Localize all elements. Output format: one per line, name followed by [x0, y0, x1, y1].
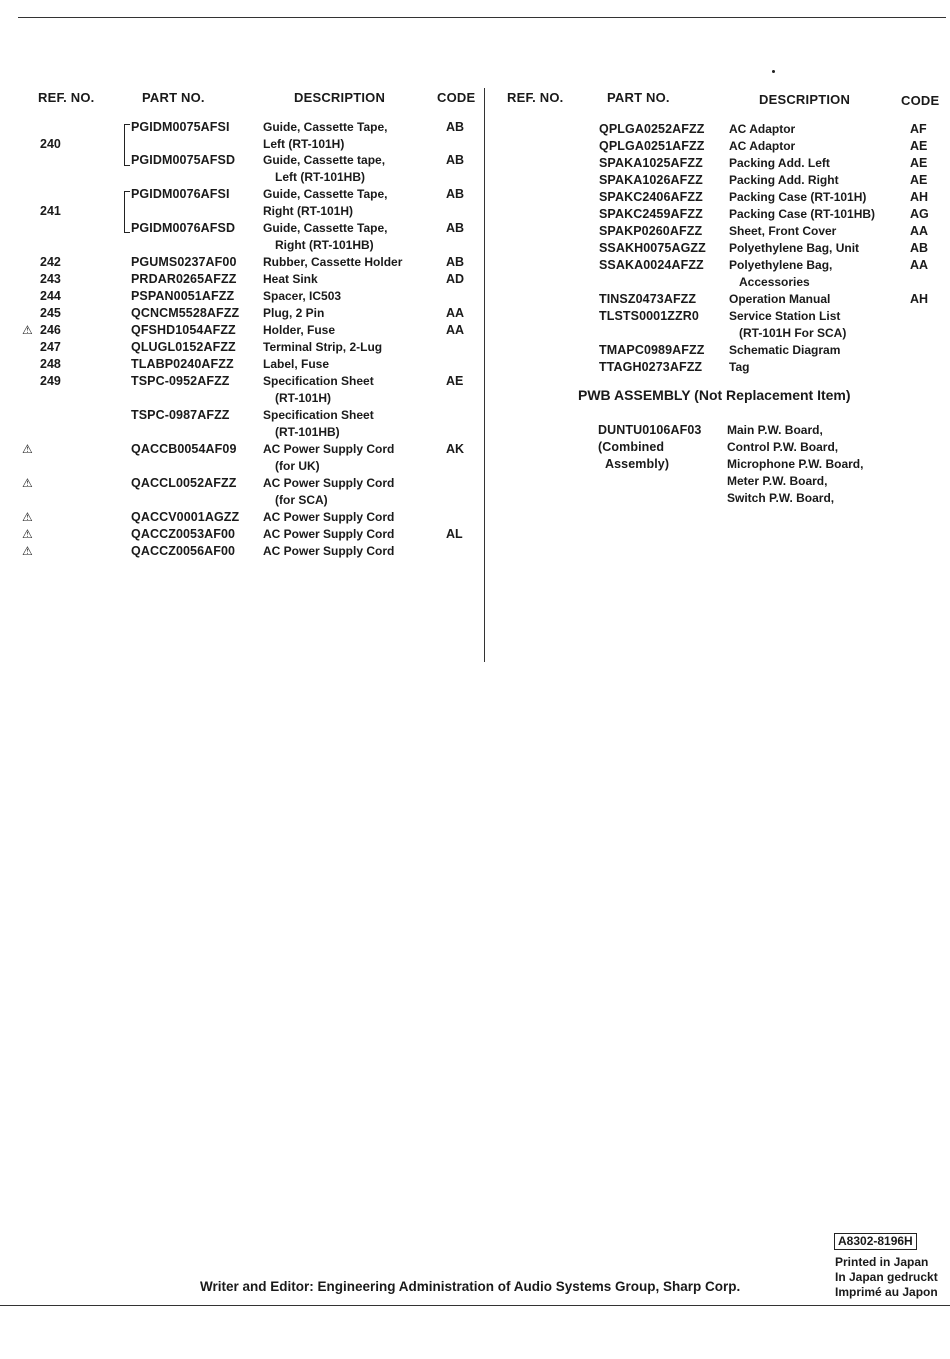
code: AA — [910, 258, 929, 272]
description: Guide, Cassette Tape, — [263, 120, 388, 134]
part-no: QACCZ0053AF00 — [131, 527, 236, 541]
code: AA — [446, 306, 465, 320]
ref-no: 249 — [40, 374, 61, 388]
part-no: SPAKC2406AFZZ — [599, 190, 703, 204]
warning-icon: ⚠ — [22, 476, 33, 490]
part-no: QPLGA0251AFZZ — [599, 139, 705, 153]
description: Heat Sink — [263, 272, 318, 286]
code: AF — [910, 122, 927, 136]
code: AE — [910, 173, 928, 187]
part-no: DUNTU0106AF03 — [598, 423, 702, 437]
description: (RT-101HB) — [275, 425, 340, 439]
description: Left (RT-101H) — [263, 137, 345, 151]
part-no: QACCZ0056AF00 — [131, 544, 236, 558]
description: (for SCA) — [275, 493, 328, 507]
part-no: SPAKA1025AFZZ — [599, 156, 703, 170]
code: AE — [910, 156, 928, 170]
description: Guide, Cassette Tape, — [263, 187, 388, 201]
part-no: Assembly) — [605, 457, 670, 471]
warning-icon: ⚠ — [22, 510, 33, 524]
description: AC Power Supply Cord — [263, 476, 395, 490]
part-no: PGIDM0075AFSI — [131, 120, 230, 134]
description: Guide, Cassette tape, — [263, 153, 386, 167]
description: Main P.W. Board, — [727, 423, 823, 437]
code: AE — [910, 139, 928, 153]
part-no: TSPC-0952AFZZ — [131, 374, 230, 388]
description: Specification Sheet — [263, 374, 374, 388]
description: Polyethylene Bag, — [729, 258, 833, 272]
part-no: SSAKA0024AFZZ — [599, 258, 704, 272]
footer-credit: Writer and Editor: Engineering Administration of Audio Systems Group, Sharp Corp. — [200, 1279, 741, 1294]
left-header-desc: DESCRIPTION — [294, 90, 386, 105]
right-header-desc: DESCRIPTION — [759, 92, 851, 107]
description: Specification Sheet — [263, 408, 374, 422]
printed-en: Printed in Japan — [835, 1255, 929, 1269]
part-no: QACCV0001AGZZ — [131, 510, 240, 524]
right-header-code: CODE — [901, 93, 940, 108]
ref-no: 246 — [40, 323, 61, 337]
description: (for UK) — [275, 459, 320, 473]
right-header-ref: REF. NO. — [507, 90, 564, 105]
part-no: PRDAR0265AFZZ — [131, 272, 237, 286]
description: Service Station List — [729, 309, 841, 323]
description: Polyethylene Bag, Unit — [729, 241, 860, 255]
document-number: A8302-8196H — [834, 1233, 917, 1250]
description: Sheet, Front Cover — [729, 224, 837, 238]
code: AB — [446, 255, 465, 269]
left-header-code: CODE — [437, 90, 476, 105]
ref-no: 243 — [40, 272, 61, 286]
code: AL — [446, 527, 463, 541]
code: AA — [910, 224, 929, 238]
bottom-rule — [0, 1305, 950, 1306]
description: Operation Manual — [729, 292, 831, 306]
part-no: (Combined — [598, 440, 665, 454]
code: AG — [910, 207, 929, 221]
pwb-section-title: PWB ASSEMBLY (Not Replacement Item) — [578, 387, 851, 403]
part-no: PGUMS0237AF00 — [131, 255, 237, 269]
left-header-part: PART NO. — [142, 90, 205, 105]
description: Rubber, Cassette Holder — [263, 255, 403, 269]
description: Packing Case (RT-101HB) — [729, 207, 876, 221]
description: Control P.W. Board, — [727, 440, 839, 454]
part-no: PGIDM0076AFSI — [131, 187, 230, 201]
part-no: SPAKP0260AFZZ — [599, 224, 703, 238]
code: AB — [446, 120, 465, 134]
description: Packing Case (RT-101H) — [729, 190, 867, 204]
description: Schematic Diagram — [729, 343, 841, 357]
description: Right (RT-101H) — [263, 204, 353, 218]
right-header-part: PART NO. — [607, 90, 670, 105]
code: AB — [446, 187, 465, 201]
part-no: TSPC-0987AFZZ — [131, 408, 230, 422]
brace-240 — [124, 124, 130, 166]
part-no: TINSZ0473AFZZ — [599, 292, 697, 306]
part-no: PGIDM0076AFSD — [131, 221, 236, 235]
description: Switch P.W. Board, — [727, 491, 835, 505]
code: AB — [910, 241, 929, 255]
part-no: SPAKC2459AFZZ — [599, 207, 703, 221]
part-no: PSPAN0051AFZZ — [131, 289, 235, 303]
description: AC Power Supply Cord — [263, 510, 395, 524]
part-no: QACCB0054AF09 — [131, 442, 237, 456]
warning-icon: ⚠ — [22, 527, 33, 541]
description: Terminal Strip, 2-Lug — [263, 340, 383, 354]
description: Left (RT-101HB) — [275, 170, 366, 184]
printed-de: In Japan gedruckt — [835, 1270, 938, 1284]
column-divider — [484, 88, 485, 662]
ref-no: 248 — [40, 357, 61, 371]
warning-icon: ⚠ — [22, 442, 33, 456]
description: AC Adaptor — [729, 139, 796, 153]
description: AC Power Supply Cord — [263, 527, 395, 541]
description: (RT-101H For SCA) — [739, 326, 847, 340]
code: AB — [446, 153, 465, 167]
part-no: TLABP0240AFZZ — [131, 357, 234, 371]
description: Packing Add. Right — [729, 173, 839, 187]
code: AH — [910, 292, 929, 306]
code: AD — [446, 272, 465, 286]
part-no: QCNCM5528AFZZ — [131, 306, 240, 320]
part-no: QPLGA0252AFZZ — [599, 122, 705, 136]
speck — [772, 70, 775, 73]
description: Plug, 2 Pin — [263, 306, 325, 320]
description: Holder, Fuse — [263, 323, 336, 337]
ref-no: 241 — [40, 204, 61, 218]
description: AC Adaptor — [729, 122, 796, 136]
printed-fr: Imprimé au Japon — [835, 1285, 938, 1299]
part-no: TTAGH0273AFZZ — [599, 360, 703, 374]
part-no: QACCL0052AFZZ — [131, 476, 237, 490]
description: Packing Add. Left — [729, 156, 830, 170]
description: Microphone P.W. Board, — [727, 457, 864, 471]
description: Accessories — [739, 275, 810, 289]
brace-241 — [124, 191, 130, 233]
description: Guide, Cassette Tape, — [263, 221, 388, 235]
ref-no: 242 — [40, 255, 61, 269]
code: AK — [446, 442, 465, 456]
warning-icon: ⚠ — [22, 323, 33, 337]
ref-no: 240 — [40, 137, 61, 151]
code: AE — [446, 374, 464, 388]
part-no: SSAKH0075AGZZ — [599, 241, 706, 255]
part-no: TMAPC0989AFZZ — [599, 343, 705, 357]
description: AC Power Supply Cord — [263, 442, 395, 456]
description: AC Power Supply Cord — [263, 544, 395, 558]
part-no: PGIDM0075AFSD — [131, 153, 236, 167]
code: AB — [446, 221, 465, 235]
part-no: QFSHD1054AFZZ — [131, 323, 236, 337]
part-no: TLSTS0001ZZR0 — [599, 309, 699, 323]
description: (RT-101H) — [275, 391, 332, 405]
description: Meter P.W. Board, — [727, 474, 828, 488]
warning-icon: ⚠ — [22, 544, 33, 558]
left-header-ref: REF. NO. — [38, 90, 95, 105]
code: AA — [446, 323, 465, 337]
description: Right (RT-101HB) — [275, 238, 374, 252]
ref-no: 245 — [40, 306, 61, 320]
description: Label, Fuse — [263, 357, 330, 371]
top-rule — [18, 17, 946, 18]
part-no: SPAKA1026AFZZ — [599, 173, 703, 187]
ref-no: 247 — [40, 340, 61, 354]
description: Tag — [729, 360, 750, 374]
description: Spacer, IC503 — [263, 289, 342, 303]
part-no: QLUGL0152AFZZ — [131, 340, 236, 354]
ref-no: 244 — [40, 289, 61, 303]
code: AH — [910, 190, 929, 204]
